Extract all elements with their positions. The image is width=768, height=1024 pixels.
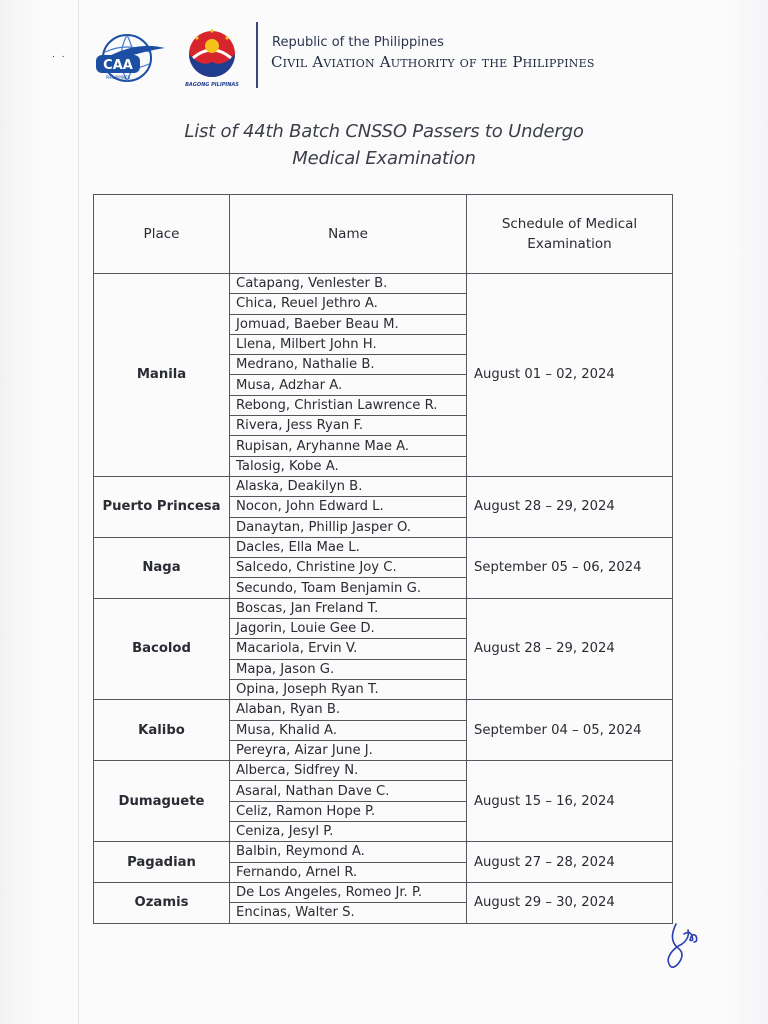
header-schedule-line2: Examination <box>527 236 612 252</box>
name-cell: Encinas, Walter S. <box>230 903 467 923</box>
table-row <box>94 598 673 618</box>
name-cell: Rivera, Jess Ryan F. <box>230 416 467 436</box>
name-cell: Danaytan, Phillip Jasper O. <box>230 517 467 537</box>
name-cell: Fernando, Arnel R. <box>230 862 467 882</box>
place-cell: Dumaguete <box>94 761 230 842</box>
name-cell: Nocon, John Edward L. <box>230 497 467 517</box>
name-cell: Macariola, Ervin V. <box>230 639 467 659</box>
name-cell: Alberca, Sidfrey N. <box>230 761 467 781</box>
document-title-line1: List of 44th Batch CNSSO Passers to Undergo <box>184 121 584 142</box>
name-cell: Celiz, Ramon Hope P. <box>230 801 467 821</box>
scan-mark: . . <box>52 50 67 60</box>
name-cell: Pereyra, Aizar June J. <box>230 740 467 760</box>
place-cell: Puerto Princesa <box>94 476 230 537</box>
name-cell: Opina, Joseph Ryan T. <box>230 679 467 699</box>
schedule-cell: August 28 – 29, 2024 <box>467 476 673 537</box>
name-cell: Alaban, Ryan B. <box>230 700 467 720</box>
table-header-row <box>94 195 673 274</box>
name-cell: Salcedo, Christine Joy C. <box>230 558 467 578</box>
table-row <box>94 761 673 781</box>
name-cell: Musa, Khalid A. <box>230 720 467 740</box>
document-title-line2: Medical Examination <box>292 148 476 169</box>
place-cell: Kalibo <box>94 700 230 761</box>
place-cell: Bacolod <box>94 598 230 699</box>
schedule-cell: August 27 – 28, 2024 <box>467 842 673 883</box>
caa-logo-text: CAA <box>103 58 133 73</box>
passers-table <box>93 194 673 924</box>
place-cell: Manila <box>94 274 230 477</box>
bagong-pilipinas-logo <box>183 28 241 88</box>
name-cell: Alaska, Deakilyn B. <box>230 476 467 496</box>
table-row <box>94 882 673 902</box>
name-cell: Llena, Milbert John H. <box>230 334 467 354</box>
table-row <box>94 274 673 294</box>
name-cell: Catapang, Venlester B. <box>230 274 467 294</box>
place-cell: Pagadian <box>94 842 230 883</box>
name-cell: Mapa, Jason G. <box>230 659 467 679</box>
table-body <box>94 274 673 924</box>
name-cell: Jagorin, Louie Gee D. <box>230 619 467 639</box>
header-schedule <box>467 195 673 274</box>
name-cell: Musa, Adzhar A. <box>230 375 467 395</box>
name-cell: Rebong, Christian Lawrence R. <box>230 395 467 415</box>
name-cell: Medrano, Nathalie B. <box>230 355 467 375</box>
table-row <box>94 537 673 557</box>
header-divider <box>256 22 258 88</box>
schedule-cell: September 05 – 06, 2024 <box>467 537 673 598</box>
signature-initials <box>664 920 700 972</box>
header-place: Place <box>94 195 230 274</box>
name-cell: Balbin, Reymond A. <box>230 842 467 862</box>
name-cell: Rupisan, Aryhanne Mae A. <box>230 436 467 456</box>
name-cell: Jomuad, Baeber Beau M. <box>230 314 467 334</box>
place-cell: Ozamis <box>94 882 230 923</box>
header-republic: Republic of the Philippines <box>272 35 444 50</box>
bagong-pilipinas-text: BAGONG PILIPINAS <box>185 82 239 88</box>
schedule-cell: August 15 – 16, 2024 <box>467 761 673 842</box>
schedule-cell: August 28 – 29, 2024 <box>467 598 673 699</box>
name-cell: Asaral, Nathan Dave C. <box>230 781 467 801</box>
schedule-cell: August 01 – 02, 2024 <box>467 274 673 477</box>
name-cell: Secundo, Toam Benjamin G. <box>230 578 467 598</box>
table-row <box>94 700 673 720</box>
name-cell: Boscas, Jan Freland T. <box>230 598 467 618</box>
header-schedule-line1: Schedule of Medical <box>501 216 638 232</box>
name-cell: Ceniza, Jesyl P. <box>230 822 467 842</box>
name-cell: Dacles, Ella Mae L. <box>230 537 467 557</box>
name-cell: Talosig, Kobe A. <box>230 456 467 476</box>
schedule-cell: August 29 – 30, 2024 <box>467 882 673 923</box>
name-cell: De Los Angeles, Romeo Jr. P. <box>230 882 467 902</box>
place-cell: Naga <box>94 537 230 598</box>
schedule-cell: September 04 – 05, 2024 <box>467 700 673 761</box>
caa-logo-subtext: PHILIPPINES <box>105 75 131 80</box>
header-agency-name: Civil Aviation Authority of the Philippines <box>271 53 595 71</box>
table-row <box>94 476 673 496</box>
caa-logo <box>93 32 169 84</box>
header-name: Name <box>230 195 467 274</box>
name-cell: Chica, Reuel Jethro A. <box>230 294 467 314</box>
table-row <box>94 842 673 862</box>
